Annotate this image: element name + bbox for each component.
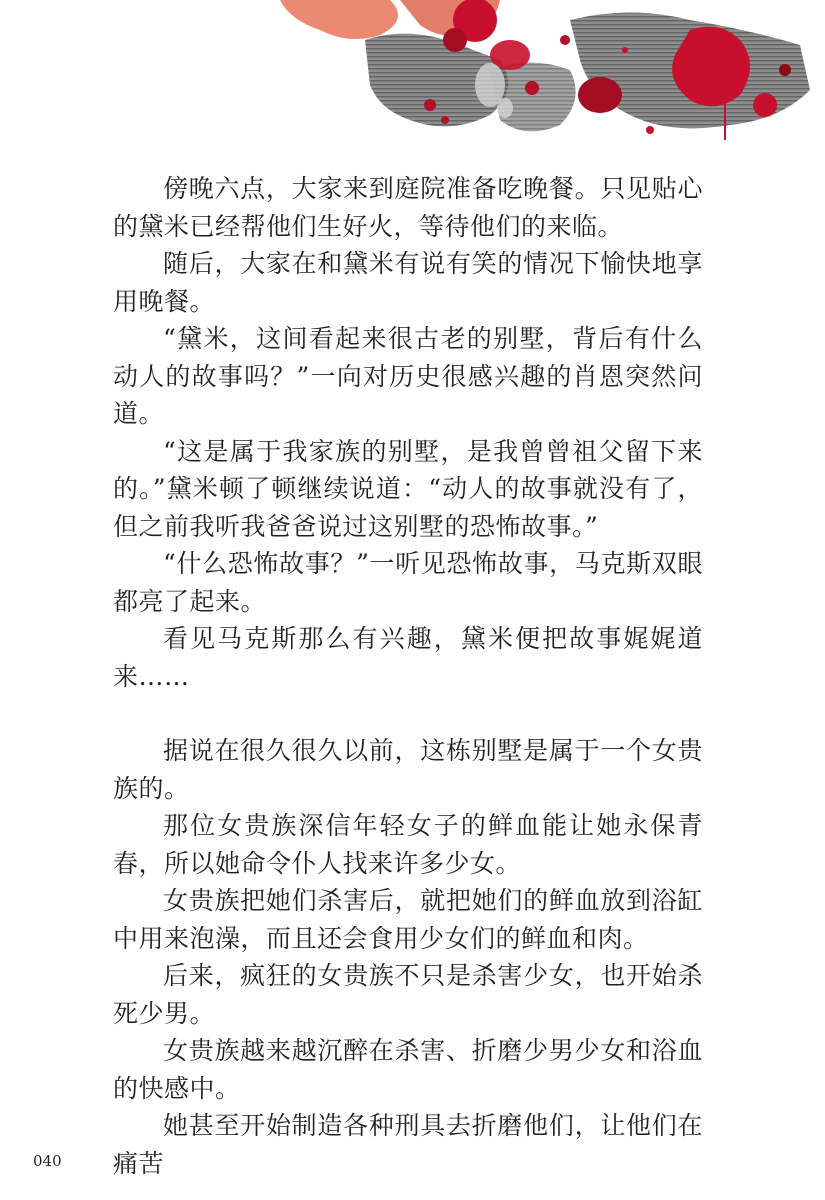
story-paragraph: “什么恐怖故事？”一听见恐怖故事，马克斯双眼都亮了起来。: [113, 549, 703, 616]
legend-paragraph: 女贵族越来越沉醉在杀害、折磨少男少女和浴血的快感中。: [113, 1036, 703, 1103]
story-paragraph: 看见马克斯那么有兴趣，黛米便把故事娓娓道来……: [113, 624, 703, 691]
story-paragraph: 随后，大家在和黛米有说有笑的情况下愉快地享用晚餐。: [113, 249, 703, 316]
blood-splatter-header-art: [270, 0, 815, 150]
legend-paragraph: 后来，疯狂的女贵族不只是杀害少女，也开始杀死少男。: [113, 961, 703, 1028]
story-paragraph: 傍晚六点，大家来到庭院准备吃晚餐。只见贴心的黛米已经帮他们生好火，等待他们的来临。: [113, 174, 703, 241]
story-paragraph: “黛米，这间看起来很古老的别墅，背后有什么动人的故事吗？”一向对历史很感兴趣的肖恩突然问道。: [113, 324, 703, 428]
blood-splatter-illustration: [270, 0, 815, 150]
legend-paragraph: 据说在很久很久以前，这栋别墅是属于一个女贵族的。: [113, 736, 703, 803]
legend-paragraph: 女贵族把她们杀害后，就把她们的鲜血放到浴缸中用来泡澡，而且还会食用少女们的鲜血和肉。: [113, 886, 703, 953]
page-number: 040: [33, 1152, 62, 1170]
legend-paragraph: 那位女贵族深信年轻女子的鲜血能让她永保青春，所以她命令仆人找来许多少女。: [113, 811, 703, 878]
story-paragraph: “这是属于我家族的别墅，是我曾曾祖父留下来的。”黛米顿了顿继续说道：“动人的故事就没有了，但之前我听我爸爸说过这别墅的恐怖故事。”: [113, 436, 703, 541]
story-text: [113, 170, 703, 1182]
legend-paragraph: 她甚至开始制造各种刑具去折磨他们，让他们在痛苦: [113, 1111, 703, 1178]
